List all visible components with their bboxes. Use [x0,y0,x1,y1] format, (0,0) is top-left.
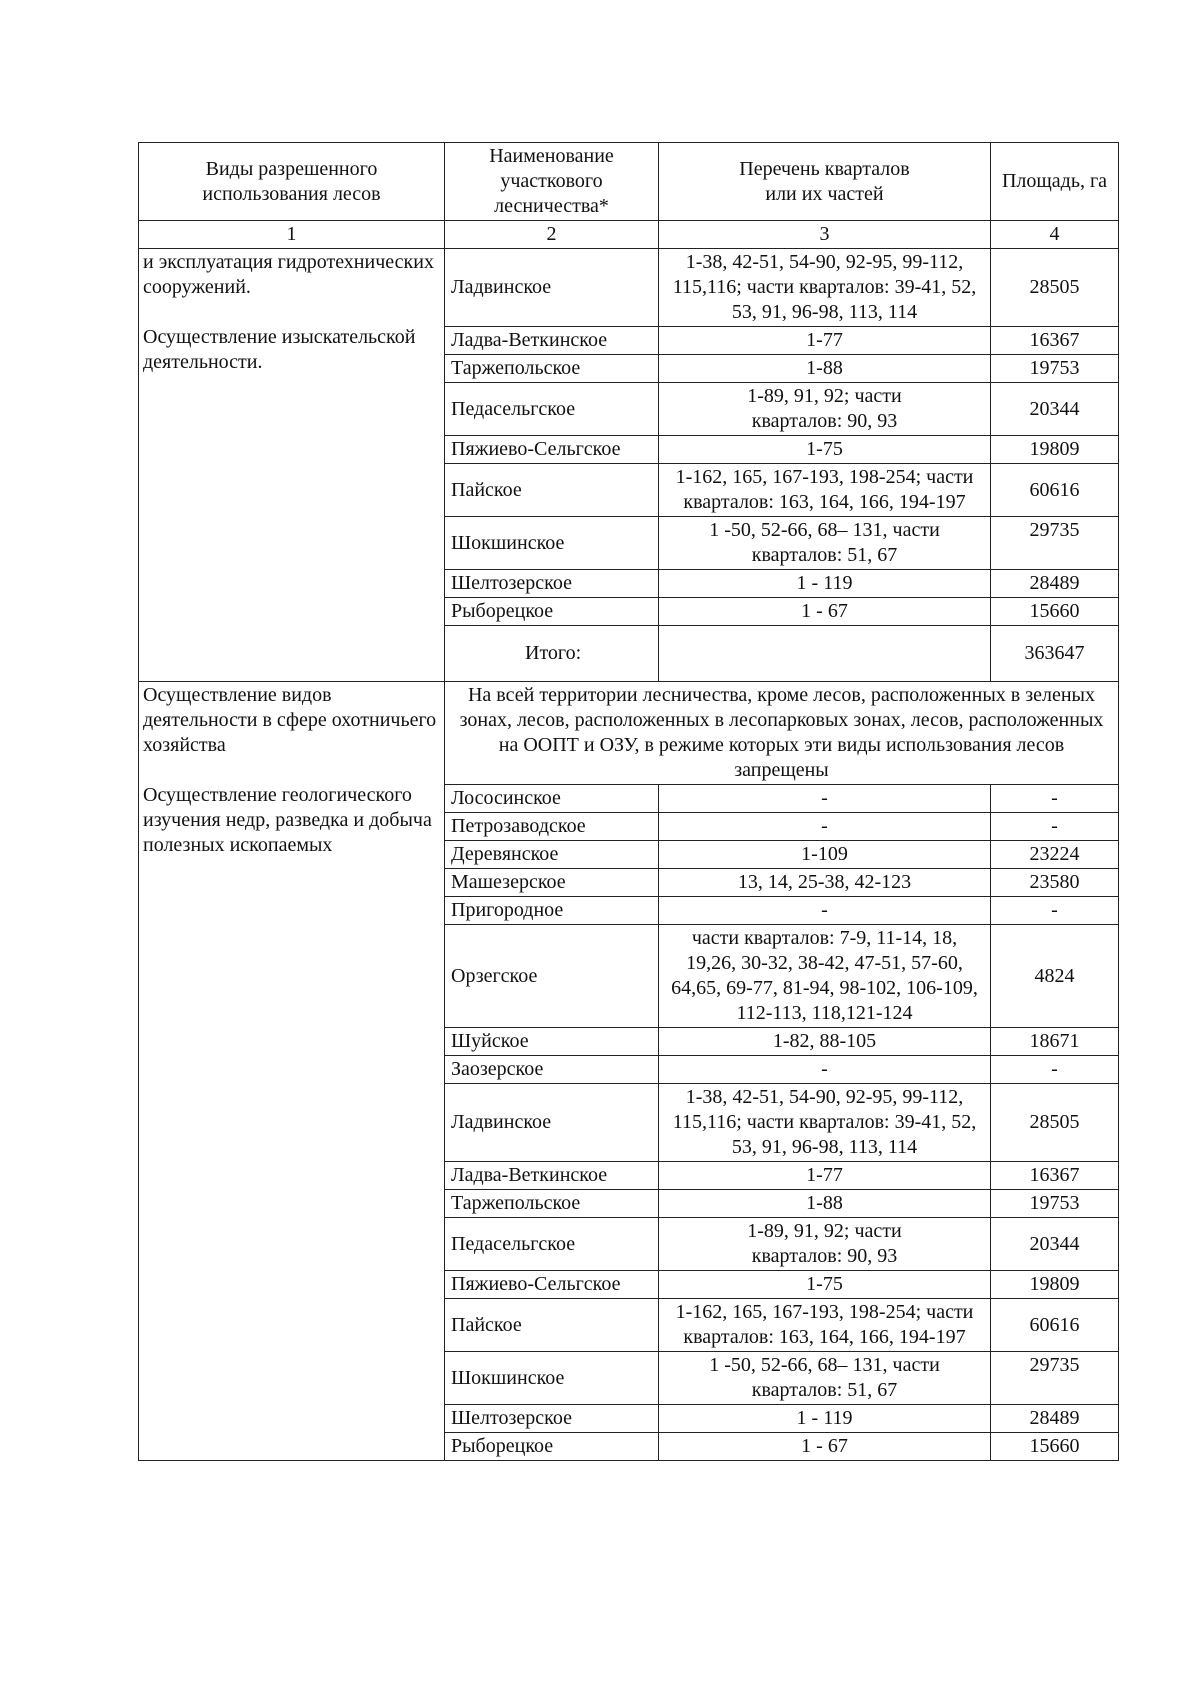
area-value: 16367 [991,1162,1119,1190]
district-name: Шокшинское [445,517,659,570]
district-name: Рыборецкое [445,1433,659,1461]
district-name: Шелтозерское [445,1405,659,1433]
quarters-list: 1-88 [659,355,991,383]
area-value: 28489 [991,570,1119,598]
district-name: Ладвинское [445,249,659,327]
section1-usage-cell [139,249,445,682]
table-row [139,249,1119,327]
area-value: - [991,897,1119,925]
district-name: Машезерское [445,869,659,897]
area-value: 60616 [991,1299,1119,1352]
area-value: - [991,1056,1119,1084]
quarters-list: 1-75 [659,436,991,464]
quarters-list: - [659,897,991,925]
district-name: Шокшинское [445,1352,659,1405]
district-name: Таржепольское [445,355,659,383]
area-value: - [991,785,1119,813]
quarters-list: 1 - 119 [659,1405,991,1433]
area-value: 28489 [991,1405,1119,1433]
quarters-list: 1 - 67 [659,1433,991,1461]
header-row [139,143,1119,221]
district-name: Педасельгское [445,1218,659,1271]
area-value: 19809 [991,436,1119,464]
district-name: Ладвинское [445,1084,659,1162]
quarters-list: 1-82, 88-105 [659,1028,991,1056]
area-value: 29735 [991,1352,1119,1405]
district-name: Ладва-Веткинское [445,327,659,355]
quarters-list: - [659,785,991,813]
area-value: 18671 [991,1028,1119,1056]
quarters-list: - [659,813,991,841]
quarters-list: 1-162, 165, 167-193, 198-254; части кварталов: 163, 164, 166, 194-197 [659,1299,991,1352]
district-name: Ладва-Веткинское [445,1162,659,1190]
district-name: Шуйское [445,1028,659,1056]
quarters-list: части кварталов: 7-9, 11-14, 18, 19,26, 30-32, 38-42, 47-51, 57-60, 64,65, 69-77, 81-94, 98-102, 106-109, 112-113, 118,121-124 [659,925,991,1028]
quarters-list: 1-38, 42-51, 54-90, 92-95, 99-112, 115,116; части кварталов: 39-41, 52, 53, 91, 96-98, 113, 114 [659,1084,991,1162]
quarters-list: 13, 14, 25-38, 42-123 [659,869,991,897]
header-quarters-list: Перечень кварталов или их частей [659,143,991,221]
district-name: Пайское [445,1299,659,1352]
area-value: 19753 [991,355,1119,383]
section1-usage-text-2: Осуществление изыскательской деятельности. [143,326,416,373]
section2-usage-text-1: Осуществление видов деятельности в сфере охотничьего хозяйства [143,684,437,756]
district-name: Рыборецкое [445,598,659,626]
district-name: Петрозаводское [445,813,659,841]
total-value: 363647 [991,626,1119,682]
section2-usage-cell [139,682,445,1461]
quarters-list: 1 -50, 52-66, 68– 131, части кварталов: 51, 67 [659,1352,991,1405]
area-value: 20344 [991,1218,1119,1271]
header-number-4: 4 [991,221,1119,249]
district-name: Таржепольское [445,1190,659,1218]
quarters-list: 1-75 [659,1271,991,1299]
area-value: 28505 [991,1084,1119,1162]
area-value: 15660 [991,1433,1119,1461]
header-number-1: 1 [139,221,445,249]
area-value: 28505 [991,249,1119,327]
quarters-list: 1-38, 42-51, 54-90, 92-95, 99-112, 115,116; части кварталов: 39-41, 52, 53, 91, 96-98, 113, 114 [659,249,991,327]
area-value: 23224 [991,841,1119,869]
area-value: 60616 [991,464,1119,517]
area-value: 19809 [991,1271,1119,1299]
area-value: 15660 [991,598,1119,626]
forest-use-table [138,142,1119,1461]
district-name: Пайское [445,464,659,517]
territory-note: На всей территории лесничества, кроме лесов, расположенных в зеленых зонах, лесов, расположенных в лесопарковых зонах, лесов, расположенных на ООПТ и ОЗУ, в режиме которых эти виды использования лесов запрещены [445,682,1119,785]
table-row [139,682,1119,785]
area-value: 29735 [991,517,1119,570]
quarters-list: 1-89, 91, 92; части кварталов: 90, 93 [659,383,991,436]
header-district-name: Наименование участкового лесничества* [445,143,659,221]
district-name: Заозерское [445,1056,659,1084]
header-usage-types: Виды разрешенного использования лесов [139,143,445,221]
header-number-row [139,221,1119,249]
area-value: 20344 [991,383,1119,436]
district-name: Педасельгское [445,383,659,436]
district-name: Пяжиево-Сельгское [445,436,659,464]
area-value: - [991,813,1119,841]
quarters-list: 1 -50, 52-66, 68– 131, части кварталов: 51, 67 [659,517,991,570]
total-label: Итого: [445,626,659,682]
district-name: Лососинское [445,785,659,813]
district-name: Шелтозерское [445,570,659,598]
quarters-list: 1-77 [659,327,991,355]
header-number-3: 3 [659,221,991,249]
district-name: Пригородное [445,897,659,925]
district-name: Пяжиево-Сельгское [445,1271,659,1299]
area-value: 16367 [991,327,1119,355]
quarters-list: 1-88 [659,1190,991,1218]
quarters-list: 1 - 67 [659,598,991,626]
quarters-list: 1-77 [659,1162,991,1190]
district-name: Деревянское [445,841,659,869]
section2-usage-text-2: Осуществление геологического изучения недр, разведка и добыча полезных ископаемых [143,784,432,856]
area-value: 23580 [991,869,1119,897]
header-number-2: 2 [445,221,659,249]
quarters-list: - [659,1056,991,1084]
quarters-list: 1 - 119 [659,570,991,598]
total-quarters-empty [659,626,991,682]
quarters-list: 1-89, 91, 92; части кварталов: 90, 93 [659,1218,991,1271]
district-name: Орзегское [445,925,659,1028]
section1-usage-text-1: и эксплуатация гидротехнических сооружений. [143,251,434,298]
quarters-list: 1-109 [659,841,991,869]
area-value: 19753 [991,1190,1119,1218]
header-area: Площадь, га [991,143,1119,221]
quarters-list: 1-162, 165, 167-193, 198-254; части кварталов: 163, 164, 166, 194-197 [659,464,991,517]
area-value: 4824 [991,925,1119,1028]
